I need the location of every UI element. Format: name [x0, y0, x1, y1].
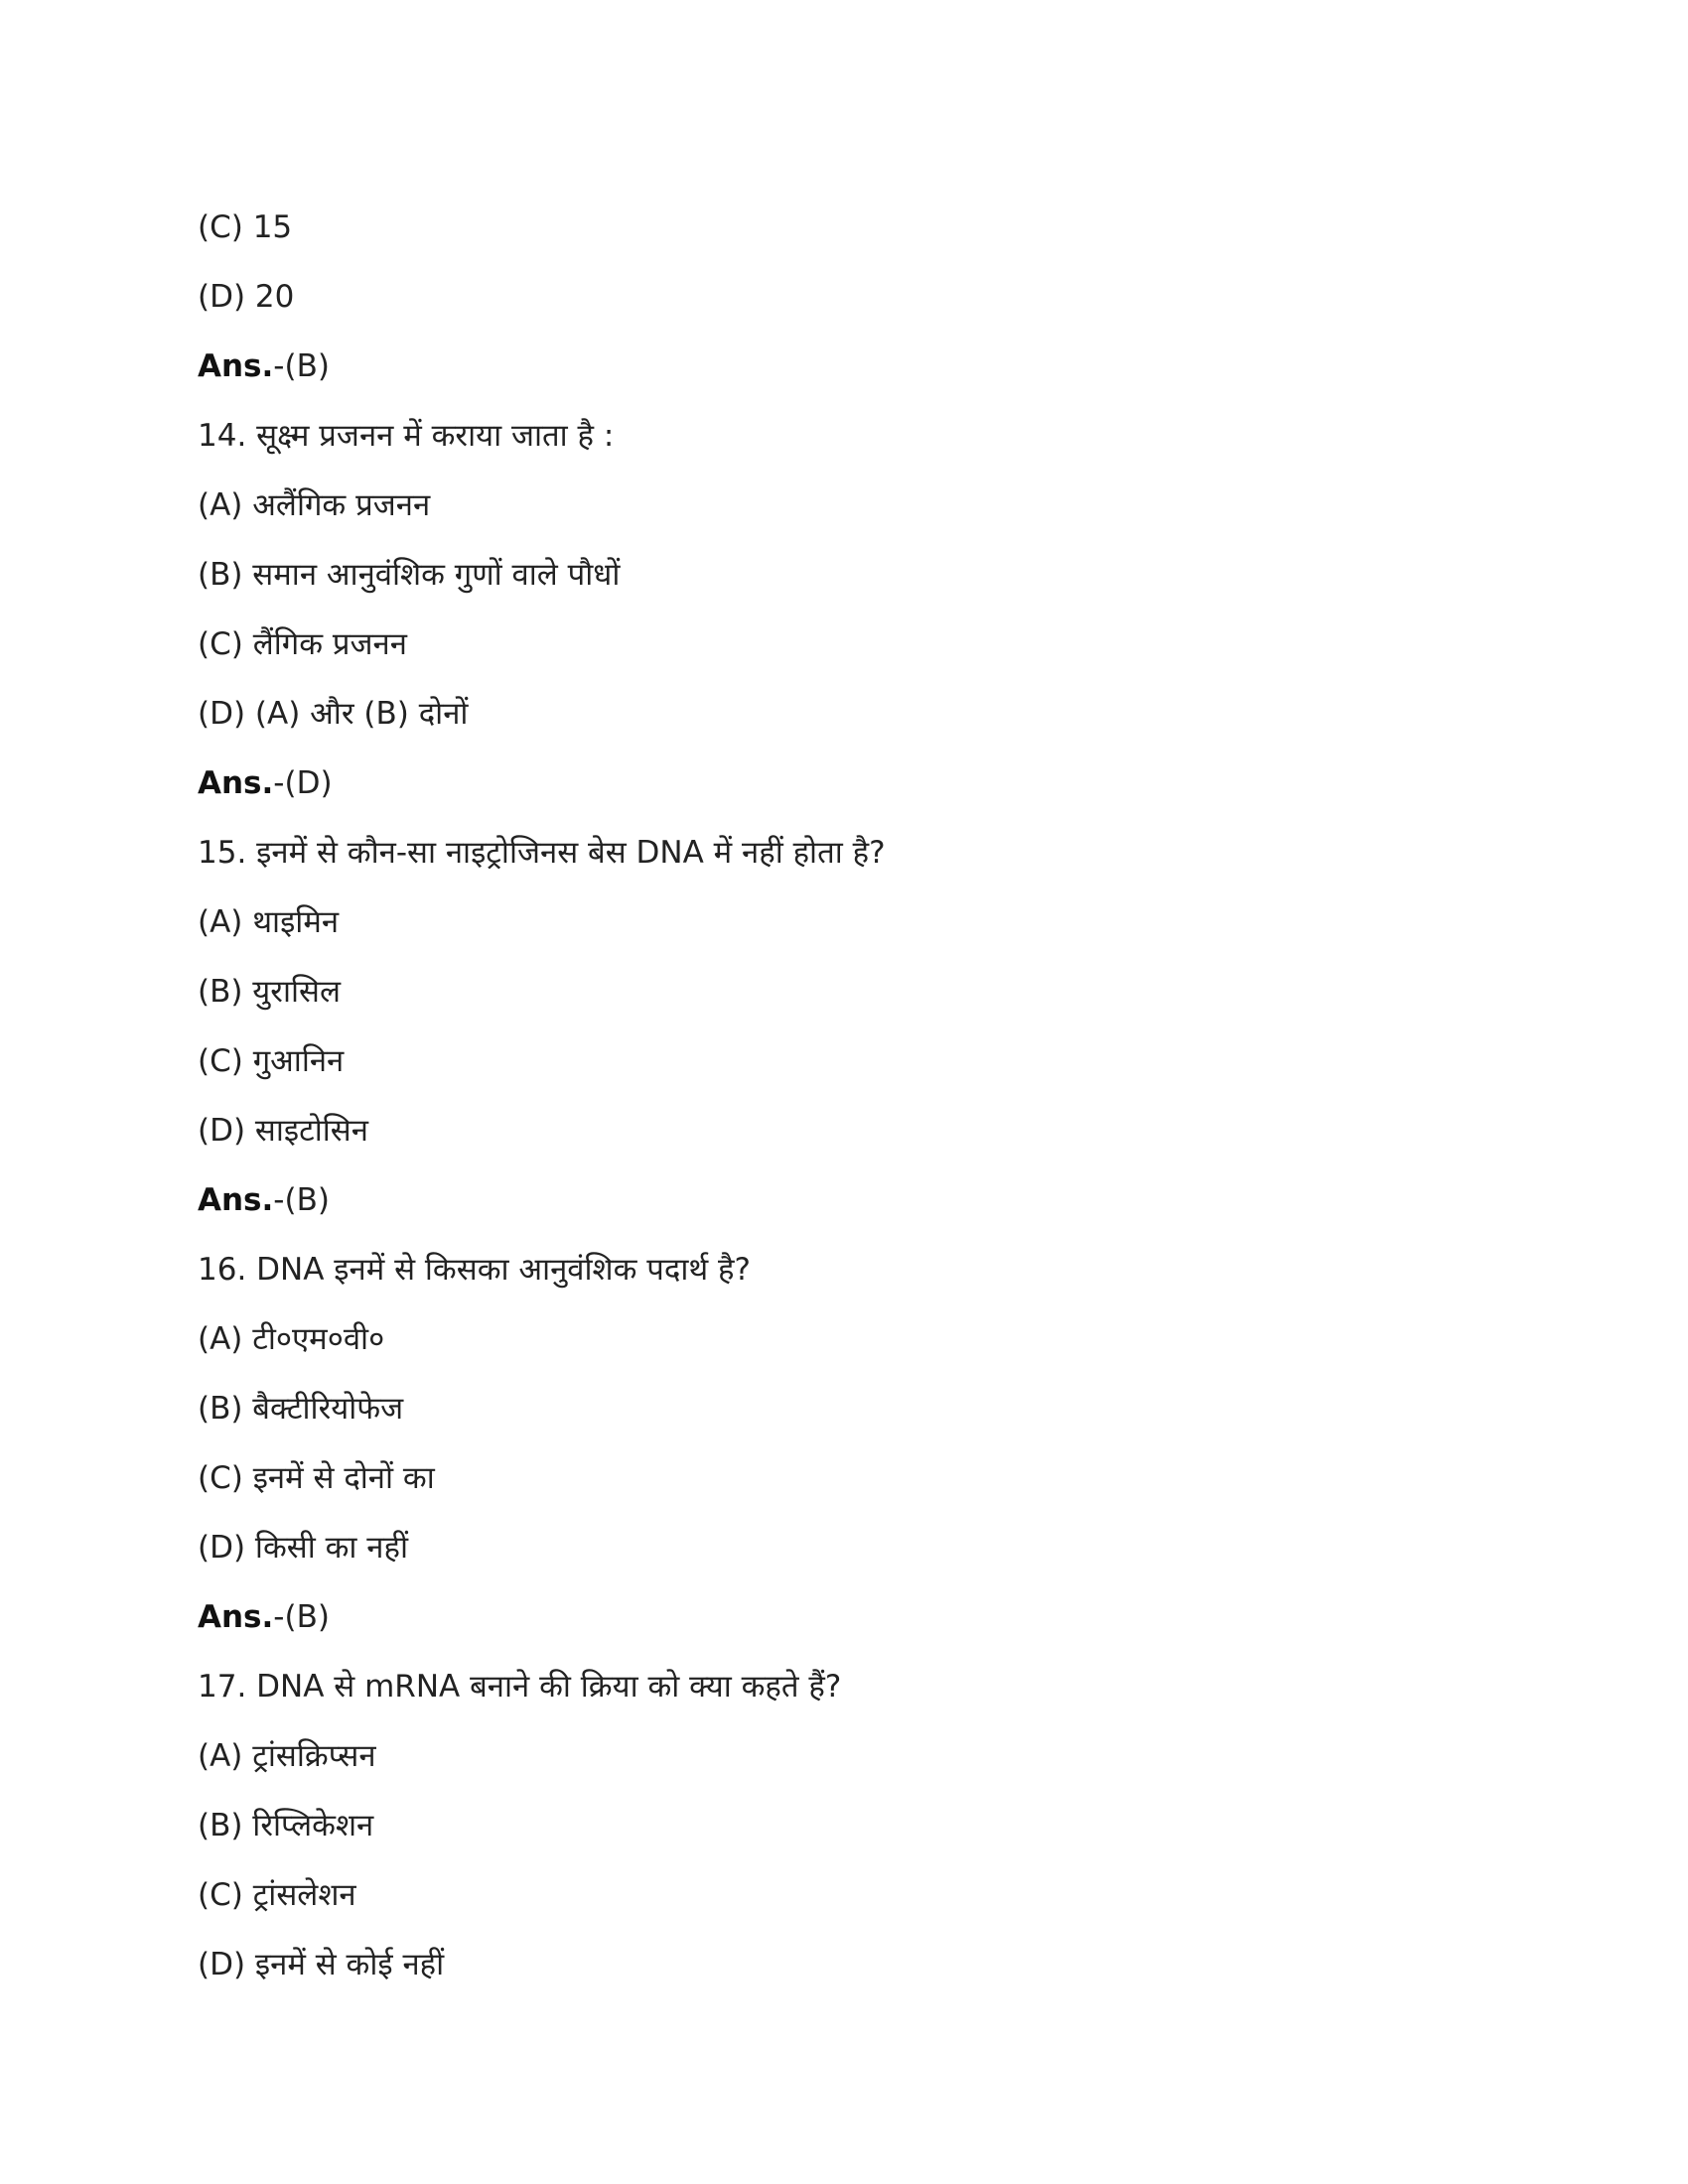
answer-value: -(B) — [273, 348, 330, 384]
answer-line — [198, 1165, 1488, 1235]
option-line: (C) ट्रांसलेशन — [198, 1877, 356, 1913]
option-line: (A) ट्रांसक्रिप्सन — [198, 1738, 376, 1774]
question-line: 17. DNA से mRNA बनाने की क्रिया को क्या कहते हैं? — [198, 1669, 842, 1705]
question-line: 15. इनमें से कौन-सा नाइट्रोजिनस बेस DNA में नहीं होता है? — [198, 835, 886, 871]
option-line: (D) इनमें से कोई नहीं — [198, 1947, 445, 1982]
option-line: (A) टी०एम०वी० — [198, 1321, 385, 1357]
option-line: (C) गुआनिन — [198, 1043, 345, 1079]
option-line: (D) (A) और (B) दोनों — [198, 696, 469, 732]
answer-label: Ans. — [198, 1599, 274, 1635]
document-page — [198, 193, 1488, 1999]
answer-value: -(D) — [273, 765, 333, 801]
question-line: 16. DNA इनमें से किसका आनुवंशिक पदार्थ है? — [198, 1252, 751, 1288]
answer-line — [198, 1582, 1488, 1652]
answer-line — [198, 332, 1488, 401]
question-line: 14. सूक्ष्म प्रजनन में कराया जाता है : — [198, 418, 615, 454]
answer-label: Ans. — [198, 348, 274, 384]
option-line: (C) 15 — [198, 209, 293, 245]
option-line: (A) थाइमिन — [198, 904, 340, 940]
option-line: (B) समान आनुवंशिक गुणों वाले पौधों — [198, 557, 621, 593]
option-line: (C) लैंगिक प्रजनन — [198, 626, 407, 662]
option-line: (C) इनमें से दोनों का — [198, 1460, 435, 1496]
option-line: (B) रिप्लिकेशन — [198, 1808, 374, 1843]
option-line: (D) किसी का नहीं — [198, 1530, 408, 1566]
option-line: (D) 20 — [198, 279, 295, 315]
answer-value: -(B) — [273, 1599, 330, 1635]
option-line: (D) साइटोसिन — [198, 1113, 368, 1149]
answer-line — [198, 749, 1488, 818]
answer-value: -(B) — [273, 1182, 330, 1218]
answer-label: Ans. — [198, 765, 274, 801]
option-line: (A) अलैंगिक प्रजनन — [198, 487, 431, 523]
answer-label: Ans. — [198, 1182, 274, 1218]
option-line: (B) बैक्टीरियोफेज — [198, 1391, 404, 1427]
option-line: (B) युरासिल — [198, 974, 342, 1010]
